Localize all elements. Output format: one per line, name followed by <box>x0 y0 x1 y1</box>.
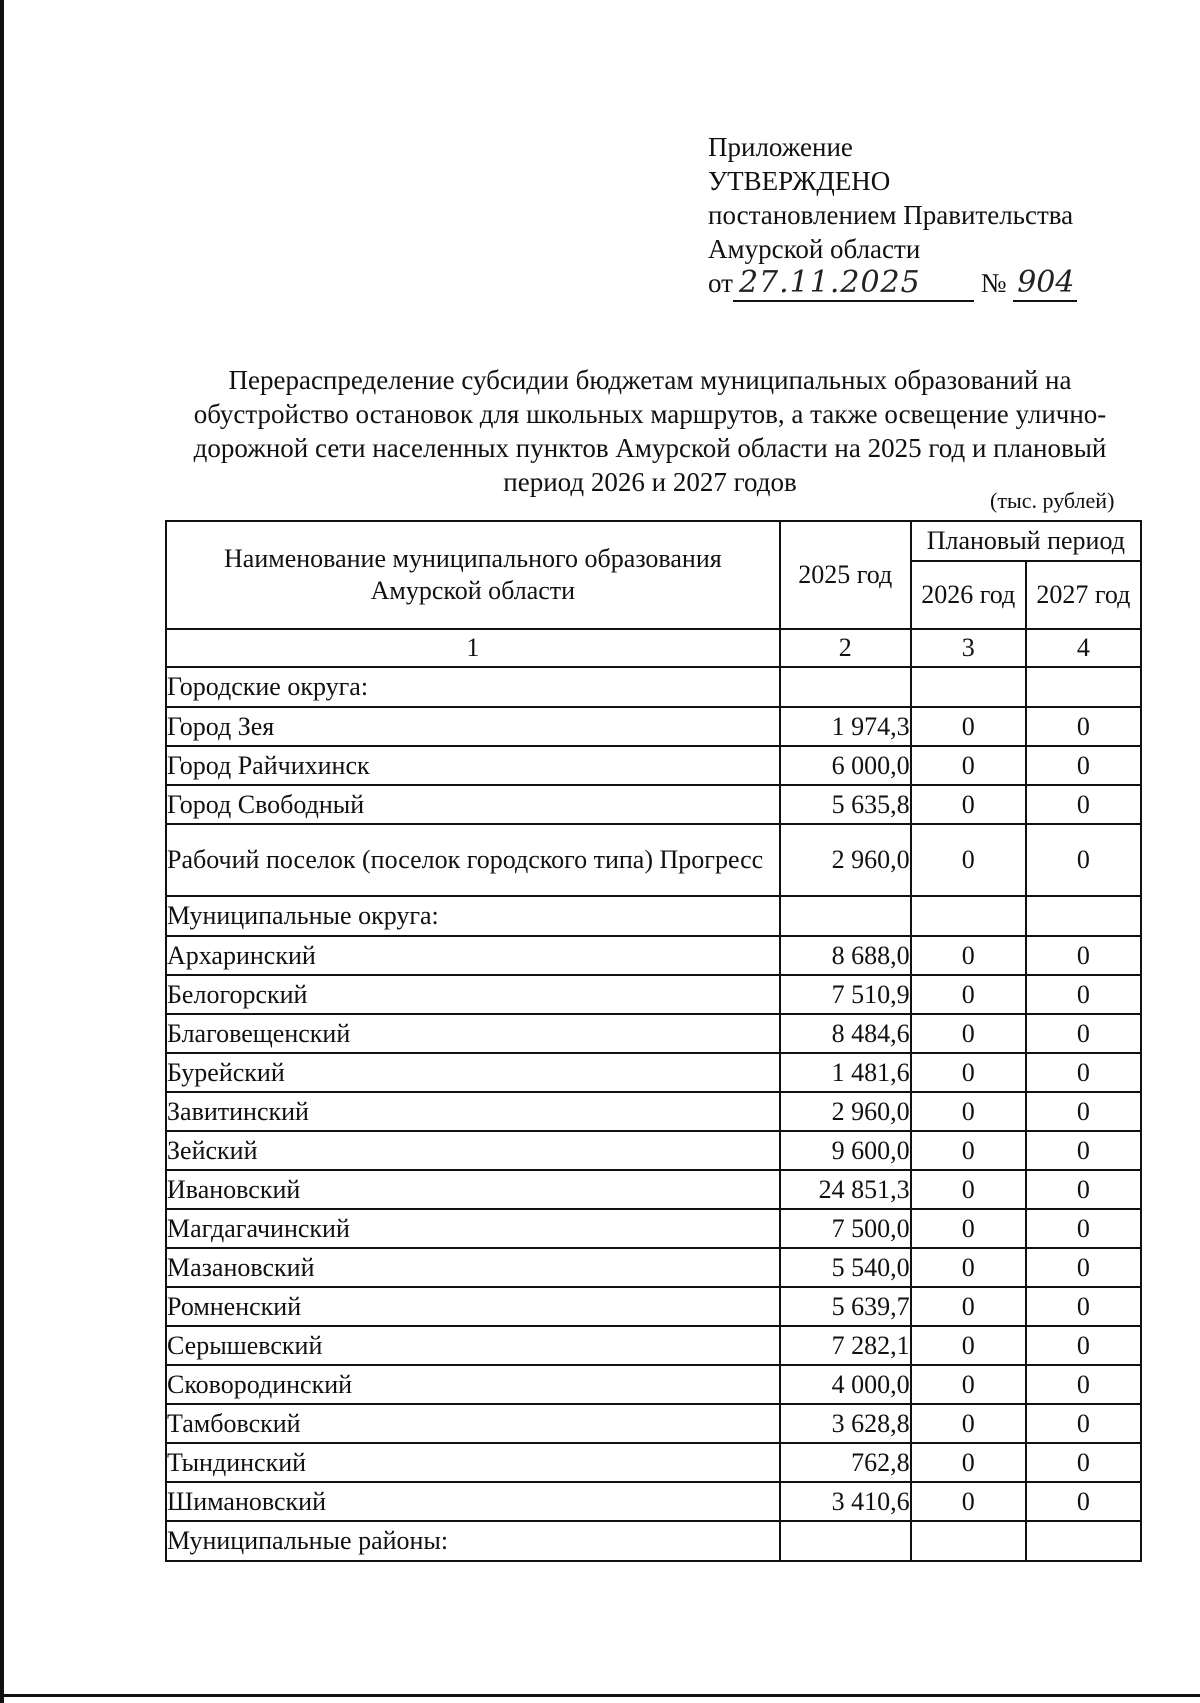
section-empty-cell <box>780 667 911 707</box>
value-2025: 6 000,0 <box>780 746 911 785</box>
value-2027: 0 <box>1026 1131 1141 1170</box>
value-2027: 0 <box>1026 1443 1141 1482</box>
table-row <box>166 1404 1141 1443</box>
scan-bottom-edge <box>0 1694 1200 1697</box>
value-2027: 0 <box>1026 746 1141 785</box>
table-row <box>166 936 1141 975</box>
municipality-name: Ивановский <box>166 1170 780 1209</box>
value-2025: 1 974,3 <box>780 707 911 746</box>
value-2025: 5 639,7 <box>780 1287 911 1326</box>
municipality-name: Бурейский <box>166 1053 780 1092</box>
table-row <box>166 1365 1141 1404</box>
municipality-name: Шимановский <box>166 1482 780 1521</box>
value-2025: 2 960,0 <box>780 1092 911 1131</box>
table-row <box>166 1326 1141 1365</box>
date-prefix: от <box>708 268 733 298</box>
value-2026: 0 <box>911 1443 1026 1482</box>
section-empty-cell <box>1026 1521 1141 1561</box>
section-title: Городские округа: <box>166 667 780 707</box>
section-row <box>166 896 1141 936</box>
value-2025: 2 960,0 <box>780 824 911 896</box>
value-2025: 7 510,9 <box>780 975 911 1014</box>
section-empty-cell <box>911 1521 1026 1561</box>
section-row <box>166 1521 1141 1561</box>
table-row <box>166 1053 1141 1092</box>
value-2027: 0 <box>1026 1365 1141 1404</box>
number-prefix: № <box>980 268 1007 298</box>
value-2025: 24 851,3 <box>780 1170 911 1209</box>
table-row <box>166 1092 1141 1131</box>
value-2025: 762,8 <box>780 1443 911 1482</box>
subsidy-table <box>165 520 1142 1562</box>
section-title: Муниципальные округа: <box>166 896 780 936</box>
value-2025: 5 635,8 <box>780 785 911 824</box>
section-row <box>166 667 1141 707</box>
municipality-name: Завитинский <box>166 1092 780 1131</box>
col-number: 1 <box>166 629 780 667</box>
value-2026: 0 <box>911 746 1026 785</box>
value-2025: 8 484,6 <box>780 1014 911 1053</box>
value-2025: 7 500,0 <box>780 1209 911 1248</box>
table-row <box>166 1287 1141 1326</box>
col-number: 2 <box>780 629 911 667</box>
municipality-name: Серышевский <box>166 1326 780 1365</box>
col-header-2027: 2027 год <box>1026 561 1141 629</box>
section-empty-cell <box>911 667 1026 707</box>
value-2027: 0 <box>1026 1053 1141 1092</box>
value-2027: 0 <box>1026 975 1141 1014</box>
municipality-name: Сковородинский <box>166 1365 780 1404</box>
region-label: Амурской области <box>708 234 921 264</box>
value-2026: 0 <box>911 1131 1026 1170</box>
value-2025: 7 282,1 <box>780 1326 911 1365</box>
value-2027: 0 <box>1026 1287 1141 1326</box>
value-2025: 3 628,8 <box>780 1404 911 1443</box>
table-row <box>166 746 1141 785</box>
decree-label: постановлением Правительства <box>708 200 1074 230</box>
municipality-name: Благовещенский <box>166 1014 780 1053</box>
table-row <box>166 1209 1141 1248</box>
value-2027: 0 <box>1026 1248 1141 1287</box>
value-2027: 0 <box>1026 1170 1141 1209</box>
value-2027: 0 <box>1026 1092 1141 1131</box>
value-2026: 0 <box>911 1092 1026 1131</box>
municipality-name: Город Зея <box>166 707 780 746</box>
value-2025: 3 410,6 <box>780 1482 911 1521</box>
municipality-name: Тамбовский <box>166 1404 780 1443</box>
section-empty-cell <box>780 1521 911 1561</box>
value-2026: 0 <box>911 1365 1026 1404</box>
table-row <box>166 1482 1141 1521</box>
col-header-name: Наименование муниципального образования Амурской области <box>166 521 780 629</box>
value-2026: 0 <box>911 1482 1026 1521</box>
municipality-name: Город Райчихинск <box>166 746 780 785</box>
value-2025: 1 481,6 <box>780 1053 911 1092</box>
value-2026: 0 <box>911 1248 1026 1287</box>
section-empty-cell <box>780 896 911 936</box>
section-empty-cell <box>911 896 1026 936</box>
value-2027: 0 <box>1026 785 1141 824</box>
col-number: 4 <box>1026 629 1141 667</box>
table-row <box>166 975 1141 1014</box>
table-row <box>166 824 1141 896</box>
municipality-name: Рабочий поселок (поселок городского типа) Прогресс <box>166 824 780 896</box>
value-2026: 0 <box>911 1014 1026 1053</box>
municipality-name: Белогорский <box>166 975 780 1014</box>
appendix-label: Приложение <box>708 132 853 162</box>
document-title: Перераспределение субсидии бюджетам муниципальных образований на обустройство остановок для школьных маршрутов, а также освещение улично-дорожной сети населенных пунктов Амурской области на 2025 год и плановый период 2026 и 2027 годов <box>193 365 1107 497</box>
section-empty-cell <box>1026 896 1141 936</box>
handwritten-number: 904 <box>1013 266 1077 302</box>
handwritten-date: 27.11.2025 <box>733 266 974 302</box>
table-row <box>166 707 1141 746</box>
value-2027: 0 <box>1026 1482 1141 1521</box>
value-2026: 0 <box>911 707 1026 746</box>
value-2025: 9 600,0 <box>780 1131 911 1170</box>
value-2026: 0 <box>911 975 1026 1014</box>
approval-block <box>708 130 1077 302</box>
value-2027: 0 <box>1026 707 1141 746</box>
value-2027: 0 <box>1026 1326 1141 1365</box>
section-empty-cell <box>1026 667 1141 707</box>
value-2027: 0 <box>1026 1014 1141 1053</box>
municipality-name: Город Свободный <box>166 785 780 824</box>
municipality-name: Зейский <box>166 1131 780 1170</box>
municipality-name: Ромненский <box>166 1287 780 1326</box>
municipality-name: Мазановский <box>166 1248 780 1287</box>
municipality-name: Архаринский <box>166 936 780 975</box>
municipality-name: Тындинский <box>166 1443 780 1482</box>
col-number: 3 <box>911 629 1026 667</box>
value-2026: 0 <box>911 1404 1026 1443</box>
date-number-line <box>708 266 1077 302</box>
table-row <box>166 1014 1141 1053</box>
table-row <box>166 1170 1141 1209</box>
municipality-name: Магдагачинский <box>166 1209 780 1248</box>
value-2026: 0 <box>911 1170 1026 1209</box>
value-2026: 0 <box>911 1326 1026 1365</box>
value-2027: 0 <box>1026 1209 1141 1248</box>
value-2027: 0 <box>1026 936 1141 975</box>
col-header-2025: 2025 год <box>780 521 911 629</box>
table-row <box>166 1248 1141 1287</box>
value-2026: 0 <box>911 1209 1026 1248</box>
table-body <box>166 667 1141 1561</box>
value-2026: 0 <box>911 1053 1026 1092</box>
value-2026: 0 <box>911 785 1026 824</box>
units-label: (тыс. рублей) <box>990 488 1115 513</box>
value-2026: 0 <box>911 1287 1026 1326</box>
value-2025: 8 688,0 <box>780 936 911 975</box>
value-2025: 4 000,0 <box>780 1365 911 1404</box>
approved-label: УТВЕРЖДЕНО <box>708 166 891 196</box>
value-2027: 0 <box>1026 1404 1141 1443</box>
section-title: Муниципальные районы: <box>166 1521 780 1561</box>
col-header-plan-period: Плановый период <box>911 521 1141 561</box>
table-row <box>166 1131 1141 1170</box>
col-header-2026: 2026 год <box>911 561 1026 629</box>
table-row <box>166 785 1141 824</box>
scan-left-edge <box>0 0 4 1703</box>
value-2025: 5 540,0 <box>780 1248 911 1287</box>
table-row <box>166 1443 1141 1482</box>
value-2026: 0 <box>911 824 1026 896</box>
value-2026: 0 <box>911 936 1026 975</box>
value-2027: 0 <box>1026 824 1141 896</box>
